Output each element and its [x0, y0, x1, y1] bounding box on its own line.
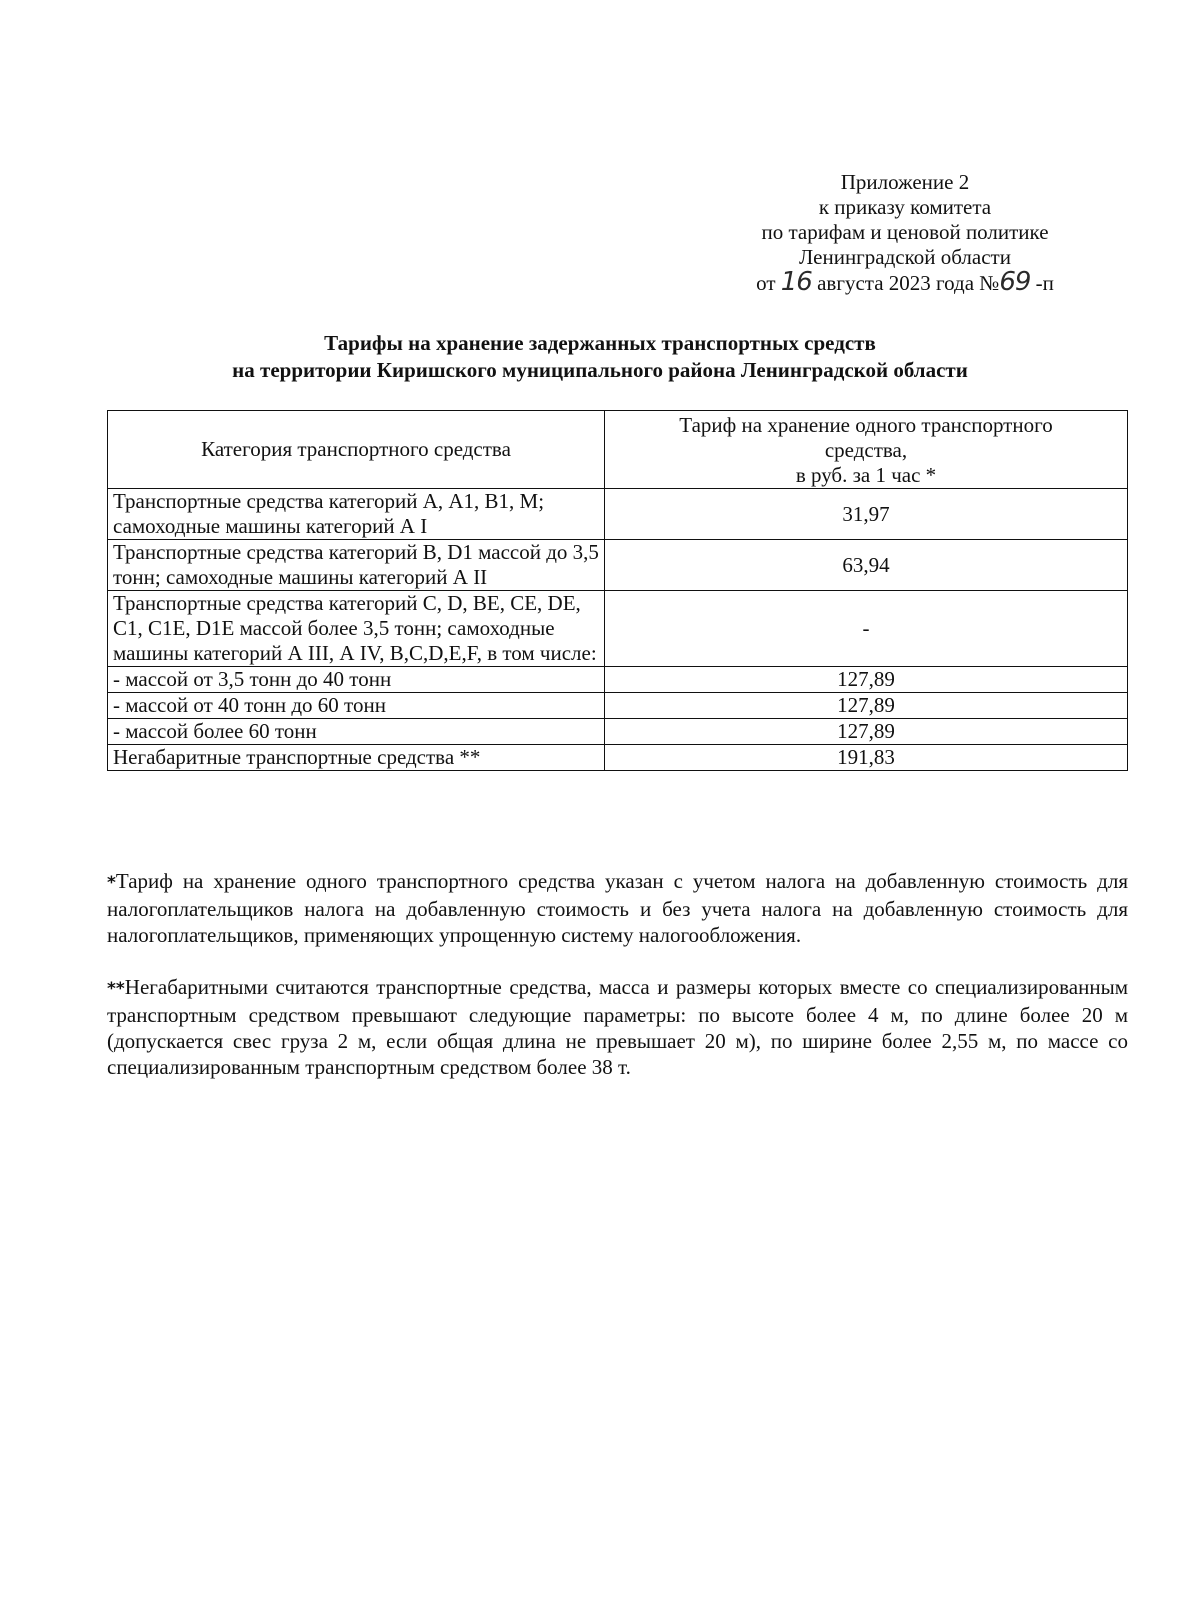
- category-cell: Транспортные средства категорий В, D1 массой до 3,5 тонн; самоходные машины категорий А II: [108, 540, 605, 591]
- table-row: [108, 693, 1128, 719]
- tariff-value-cell: 127,89: [605, 719, 1128, 745]
- tariff-table: [107, 410, 1128, 771]
- date-month-year: августа 2023 года №: [817, 271, 1000, 295]
- category-column-header: Категория транспортного средства: [108, 411, 605, 489]
- appendix-region: Ленинградской области: [799, 245, 1011, 269]
- order-suffix: -п: [1035, 271, 1054, 295]
- tariff-header-line-3: в руб. за 1 час *: [795, 463, 937, 487]
- category-cell: - массой более 60 тонн: [108, 719, 605, 745]
- footnotes: [107, 868, 1128, 1106]
- tariff-column-header: [605, 411, 1128, 489]
- appendix-date-line: [695, 267, 1115, 297]
- appendix-order-ref: к приказу комитета: [818, 195, 992, 219]
- category-cell: Транспортные средства категорий А, А1, В1, М; самоходные машины категорий А I: [108, 489, 605, 540]
- appendix-header: [695, 170, 1115, 296]
- tariff-value-cell: 191,83: [605, 745, 1128, 771]
- table-header-row: [108, 411, 1128, 489]
- category-cell: Негабаритные транспортные средства **: [108, 745, 605, 771]
- table-row: [108, 745, 1128, 771]
- title-line-2: на территории Киришского муниципального района Ленинградской области: [232, 358, 968, 382]
- footnote-text: Негабаритными считаются транспортные средства, масса и размеры которых вместе со специализированным транспортным средством превышают следующие параметры: по высоте более 4 м, по длине более 20 м (допускается свес груза 2 м, если общая длина не превышает 20 м), по ширине более 2,55 м, по массе со специализированным транспортным средством более 38 т.: [107, 975, 1128, 1079]
- table-row: [108, 540, 1128, 591]
- tariff-value-cell: 31,97: [605, 489, 1128, 540]
- tariff-value-cell: 127,89: [605, 693, 1128, 719]
- handwritten-order-number: 69: [999, 267, 1031, 297]
- title-line-1: Тарифы на хранение задержанных транспортных средств: [324, 331, 876, 355]
- footnote-oversized: [107, 974, 1128, 1080]
- tariff-header-line-1: Тариф на хранение одного транспортного: [679, 413, 1053, 437]
- table-row: [108, 591, 1128, 667]
- handwritten-day: 16: [780, 267, 812, 297]
- category-cell: Транспортные средства категорий С, D, BE, CE, DE, C1, C1E, D1E массой более 3,5 тонн; самоходные машины категорий А III, А IV, B,C,D,E,F, в том числе:: [108, 591, 605, 667]
- category-cell: - массой от 40 тонн до 60 тонн: [108, 693, 605, 719]
- table-row: [108, 719, 1128, 745]
- table-row: [108, 667, 1128, 693]
- tariff-value-cell: 63,94: [605, 540, 1128, 591]
- category-cell: - массой от 3,5 тонн до 40 тонн: [108, 667, 605, 693]
- footnote-text: Тариф на хранение одного транспортного средства указан с учетом налога на добавленную стоимость для налогоплательщиков налога на добавленную стоимость и без учета налога на добавленную стоимость для налогоплательщиков, применяющих упрощенную систему налогообложения.: [107, 869, 1128, 947]
- table-row: [108, 489, 1128, 540]
- footnote-mark: **: [107, 979, 125, 999]
- tariff-value-cell: 127,89: [605, 667, 1128, 693]
- date-prefix: от: [756, 271, 776, 295]
- appendix-title: Приложение 2: [840, 170, 970, 194]
- footnote-vat: [107, 868, 1128, 948]
- tariff-value-cell: -: [605, 591, 1128, 667]
- document-title: [100, 330, 1100, 384]
- appendix-committee: по тарифам и ценовой политике: [761, 220, 1049, 244]
- footnote-mark: *: [107, 873, 116, 893]
- tariff-header-line-2: средства,: [824, 438, 908, 462]
